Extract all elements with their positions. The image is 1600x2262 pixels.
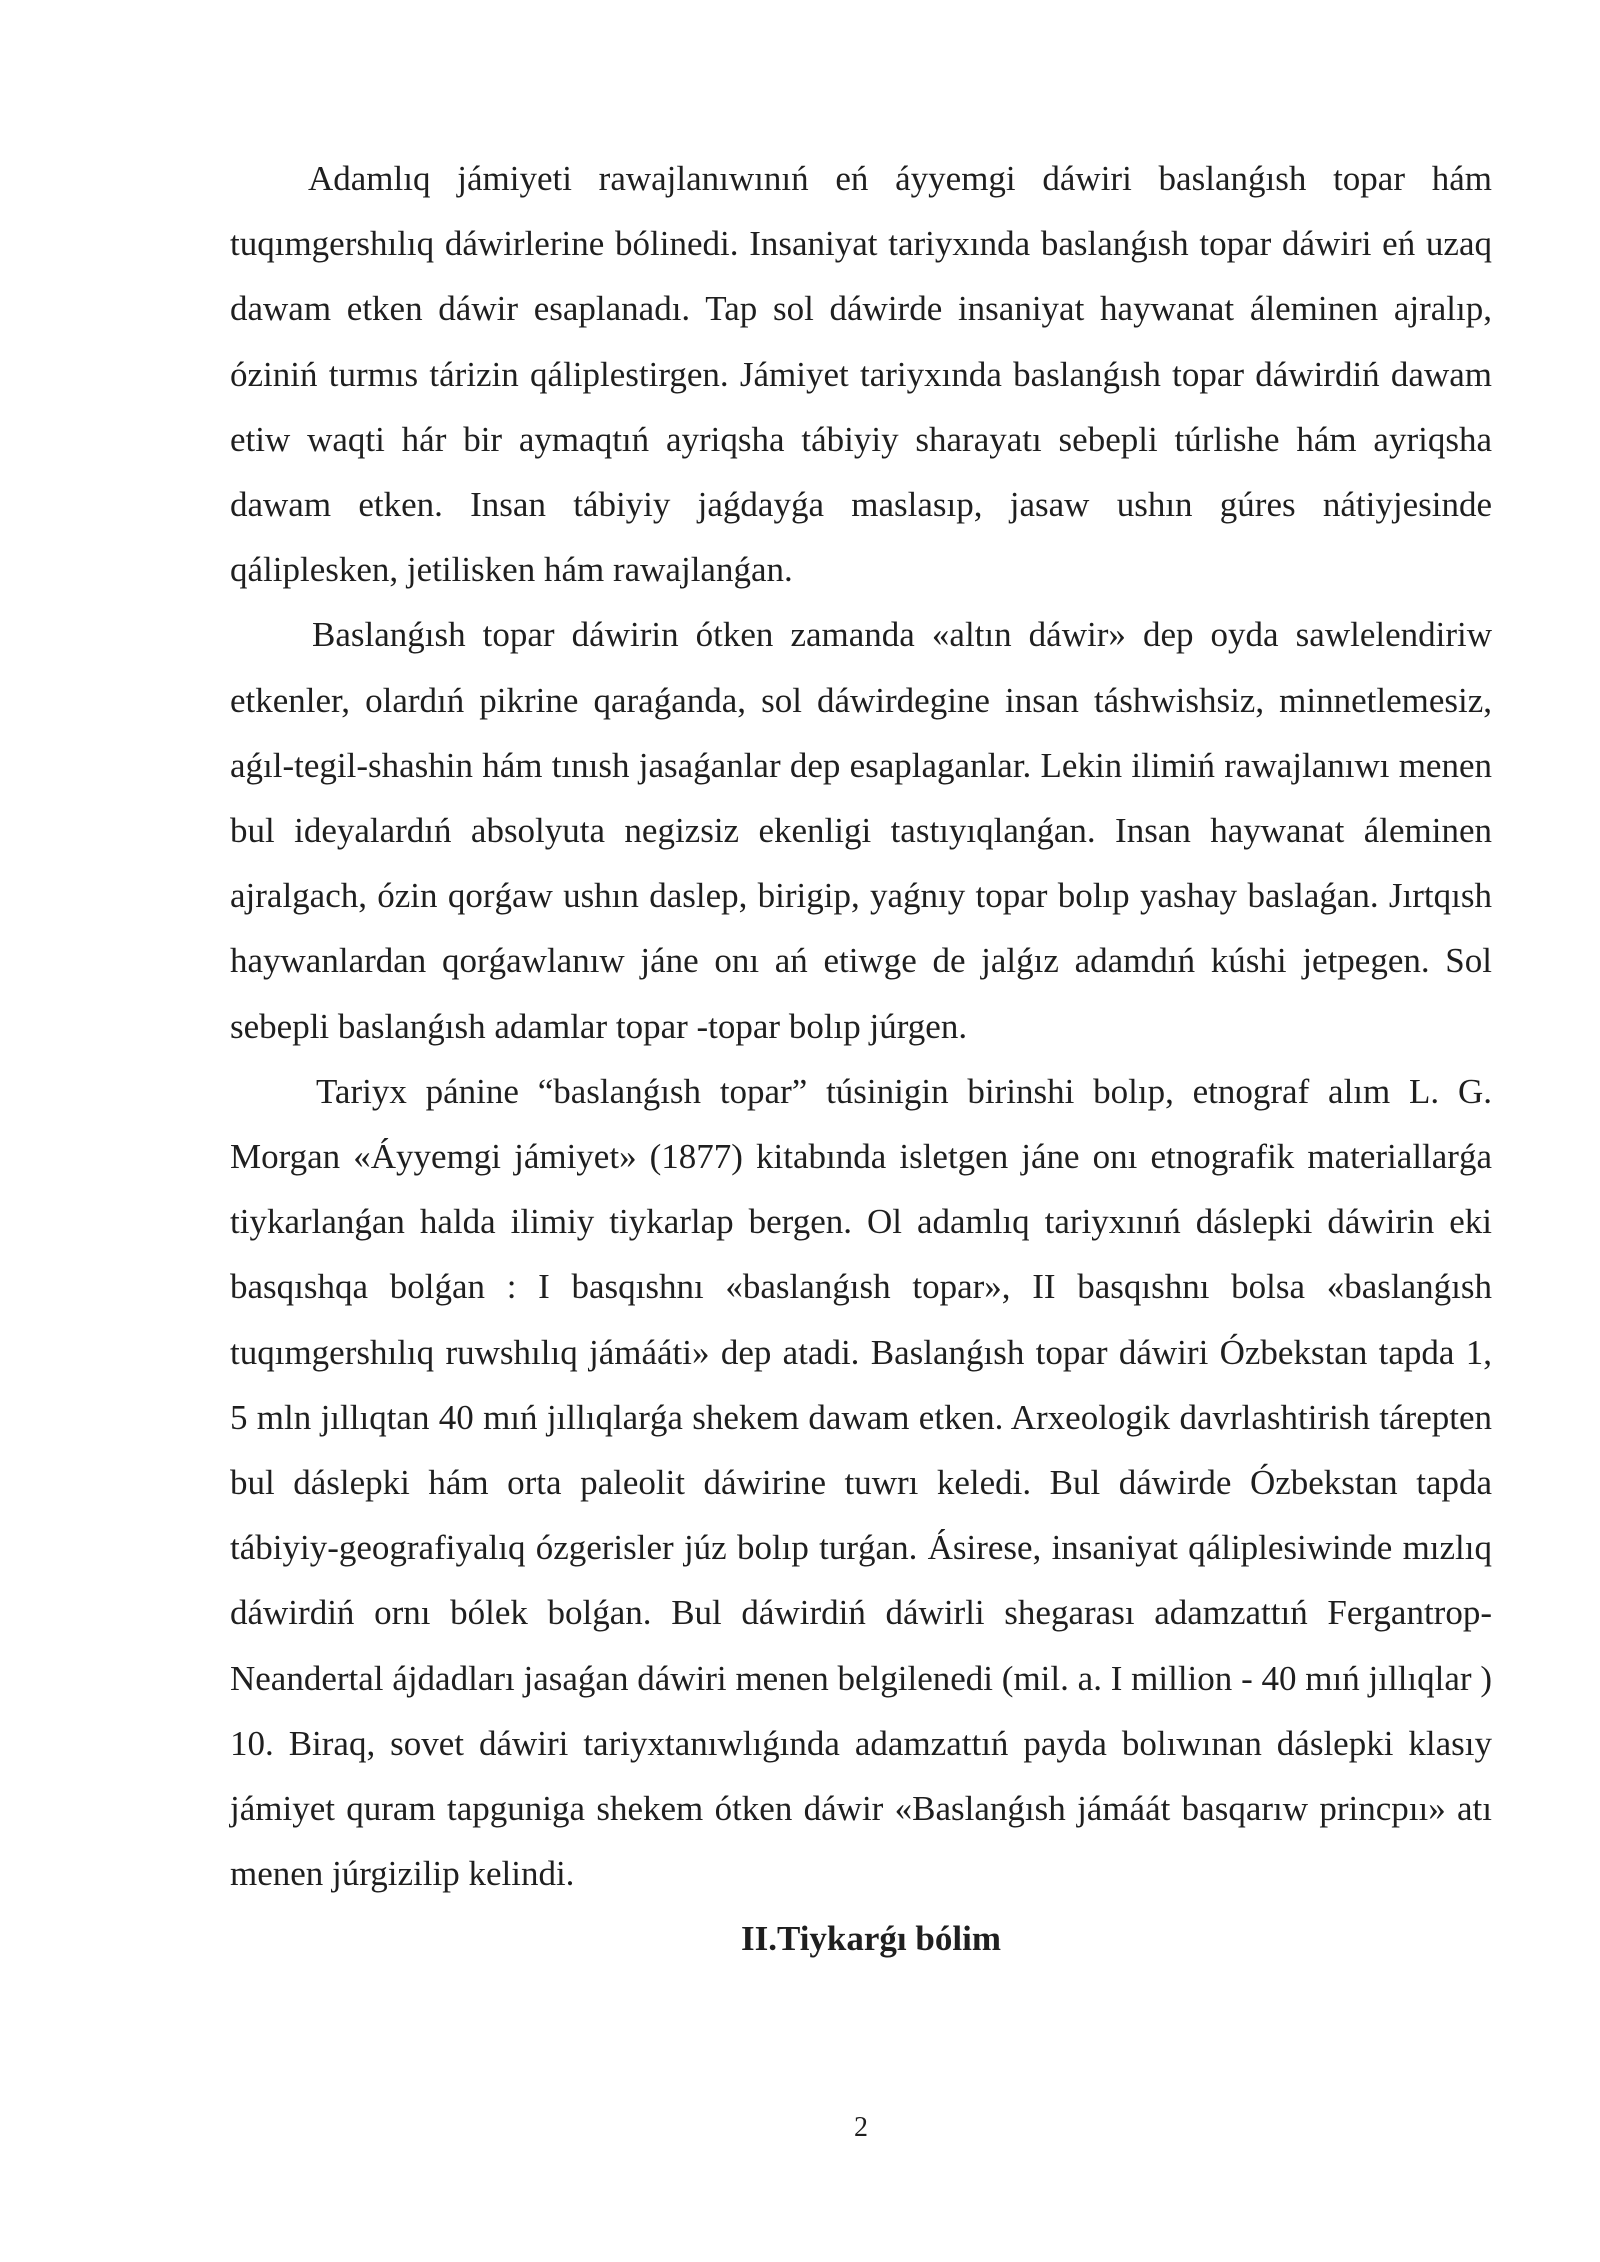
- section-heading: II.Tiykarǵı bólim: [741, 1919, 1001, 1959]
- page-number: 2: [854, 2112, 868, 2143]
- paragraph-1: Adamlıq jámiyeti rawajlanıwınıń eń áyyemgi dáwiri baslanǵısh topar hám tuqımgershılıq dáwirlerine bólinedi. Insaniyat tariyxında baslanǵısh topar dáwiri eń uzaq dawam etken dáwir esaplanadı. Tap sol dáwirde insaniyat haywanat áleminen ajralıp, óziniń turmıs tárizin qáliplestirgen. Jámiyet tariyxında baslanǵısh topar dáwirdiń dawam etiw waqti hár bir aymaqtıń ayriqsha tábiyiy sharayatı sebepli túrlishe hám ayriqsha dawam etken. Insan tábiyiy jaǵdayǵa maslasıp, jasaw ushın gúres nátiyjesinde qáliplesken, jetilisken hám rawajlanǵan.: [230, 159, 1492, 590]
- document-body: [230, 146, 1492, 1972]
- paragraph-3: Tariyx pánine “baslanǵısh topar” túsinigin birinshi bolıp, etnograf alım L. G. Morgan «Áyyemgi jámiyet» (1877) kitabında isletgen jáne onı etnografik materiallarǵa tiykarlanǵan halda ilimiy tiykarlap bergen. Ol adamlıq tariyxınıń dáslepki dáwirin eki basqıshqa bolǵan : I basqıshnı «baslanǵısh topar», II basqıshnı bolsa «baslanǵısh tuqımgershılıq ruwshılıq jámááti» dep atadi. Baslanǵısh topar dáwiri Ózbekstan tapda 1, 5 mln jıllıqtan 40 mıń jıllıqlarǵa shekem dawam etken. Arxeologik davrlashtirish tárepten bul dáslepki hám orta paleolit dáwirine tuwrı keledi. Bul dáwirde Ózbekstan tapda tábiyiy-geografiyalıq ózgerisler júz bolıp turǵan. Ásirese, insaniyat qáliplesiwinde mızlıq dáwirdiń ornı bólek bolǵan. Bul dáwirdiń dáwirli shegarası adamzattıń Fergantrop-Neandertal ájdadları jasaǵan dáwiri menen belgilenedi (mil. a. I million - 40 mıń jıllıqlar ) 10. Biraq, sovet dáwiri tariyxtanıwlıǵında adamzattıń payda bolıwınan dáslepki klasıy jámiyet quram tapguniga shekem ótken dáwir «Baslanǵısh jámáát basqarıw princpıı» atı menen júrgizilip kelindi.: [230, 1071, 1492, 1894]
- paragraph-2: Baslanǵısh topar dáwirin ótken zamanda «altın dáwir» dep oyda sawlelendiriw etkenler, olardıń pikrine qaraǵanda, sol dáwirdegine insan táshwishsiz, minnetlemesiz, aǵıl-tegil-shashin hám tınısh jasaǵanlar dep esaplaganlar. Lekin ilimiń rawajlanıwı menen bul ideyalardıń absolyuta negizsiz ekenligi tastıyıqlanǵan. Insan haywanat áleminen ajralgach, ózin qorǵaw ushın daslep, birigip, yaǵnıy topar bolıp yashay baslaǵan. Jırtqısh haywanlardan qorǵawlanıw jáne onı ań etiwge de jalǵız adamdıń kúshi jetpegen. Sol sebepli baslanǵısh adamlar topar -topar bolıp júrgen.: [230, 615, 1492, 1046]
